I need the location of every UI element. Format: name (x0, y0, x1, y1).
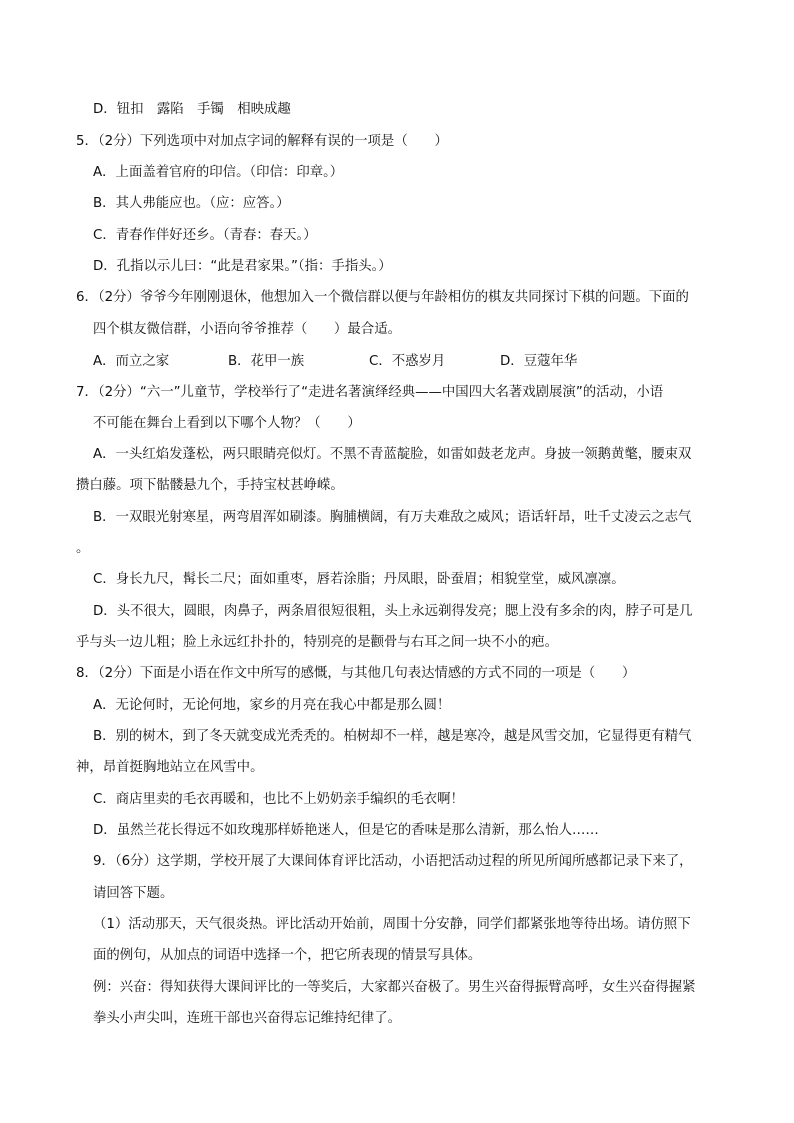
q7-option-c: C．身长九尺，髯长二尺；面如重枣，唇若涂脂；丹凤眼，卧蚕眉；相貌堂堂，威风凛凛。 (93, 572, 625, 587)
q7-option-d-line1: D．头不很大，圆眼，肉鼻子，两条眉很短很粗，头上永远剃得发亮；腮上没有多余的肉，脖子可是几 (93, 604, 693, 619)
q6-option-c: C．不惑岁月 (369, 354, 446, 369)
q8-option-c: C．商店里卖的毛衣再暖和，也比不上奶奶亲手编织的毛衣啊！ (93, 792, 464, 807)
q6-stem-line2: 四个棋友微信群，小语向爷爷推荐（ ）最合适。 (93, 322, 401, 337)
q6-stem-line1: 6．（2分）爷爷今年刚刚退休，他想加入一个微信群以便与年龄相仿的棋友共同探讨下棋的问题。下面的 (76, 290, 689, 305)
q5-stem: 5．（2分）下列选项中对加点字词的解释有误的一项是（ ） (76, 134, 448, 149)
q9-sub1-line2: 面的例句，从加点的词语中选择一个，把它所表现的情景写具体。 (93, 948, 482, 963)
q7-option-d-line2: 乎与头一边儿粗；脸上永远红扑扑的，特别亮的是颧骨与右耳之间一块不小的疤。 (76, 635, 559, 650)
q7-stem-line1: 7．（2分）“六一”儿童节，学校举行了“走进名著演绎经典——中国四大名著戏剧展演”的活动，小语 (76, 385, 664, 400)
q9-example-line1: 例：兴奋：得知获得大课间评比的一等奖后，大家都兴奋极了。男生兴奋得振臂高呼，女生兴奋得握紧 (93, 980, 696, 995)
q7-option-a-line2: 攒白藤。项下骷髅悬九个，手持宝杖甚峥嵘。 (76, 478, 344, 493)
q9-stem-line2: 请回答下题。 (93, 886, 174, 901)
q4-option-d: D．钮扣 露陷 手镯 相映成趣 (93, 102, 291, 117)
q5-option-a: A．上面盖着官府的印信。（印信：印章。） (93, 165, 344, 180)
q5-option-b: B．其人弗能应也。（应：应答。） (93, 196, 290, 211)
q7-stem-line2: 不可能在舞台上看到以下哪个人物？（ ） (93, 416, 361, 431)
q6-option-b: B．花甲一族 (228, 354, 305, 369)
q5-option-c: C．青春作伴好还乡。（青春：春天。） (93, 228, 317, 243)
q7-option-b-line1: B．一双眼光射寒星，两弯眉浑如刷漆。胸脯横阔，有万夫难敌之威风；语话轩昂，吐千丈凌云之志气 (93, 510, 692, 525)
q9-example-line2: 拳头小声尖叫，连班干部也兴奋得忘记维持纪律了。 (93, 1011, 401, 1026)
q8-option-b-line1: B．别的树木，到了冬天就变成光秃秃的。柏树却不一样，越是寒冷，越是风雪交加，它显得更有精气 (93, 729, 692, 744)
q8-option-b-line2: 神，昂首挺胸地站立在风雪中。 (76, 760, 264, 775)
q7-option-a-line1: A．一头红焰发蓬松，两只眼睛亮似灯。不黑不青蓝靛脸，如雷如鼓老龙声。身披一领鹅黄氅，腰束双 (93, 447, 692, 462)
q6-option-a: A．而立之家 (93, 354, 170, 369)
q5-option-d: D．孔指以示儿曰：“此是君家果。”（指：手指头。） (93, 259, 392, 274)
q7-option-b-line2: 。 (76, 541, 90, 556)
q8-option-a: A．无论何时，无论何地，家乡的月亮在我心中都是那么圆！ (93, 698, 451, 713)
q9-stem-line1: 9．（6分）这学期，学校开展了大课间体育评比活动，小语把活动过程的所见所闻所感都记录下来了， (93, 854, 693, 869)
q9-sub1-line1: （1）活动那天，天气很炎热。评比活动开始前，周围十分安静，同学们都紧张地等待出场。请仿照下 (93, 917, 691, 932)
q8-stem: 8．（2分）下面是小语在作文中所写的感慨，与其他几句表达情感的方式不同的一项是（ ） (76, 666, 636, 681)
q6-option-d: D．豆蔻年华 (500, 354, 578, 369)
q8-option-d: D．虽然兰花长得远不如玫瑰那样娇艳迷人，但是它的香味是那么清新，那么怡人…… (93, 823, 599, 838)
